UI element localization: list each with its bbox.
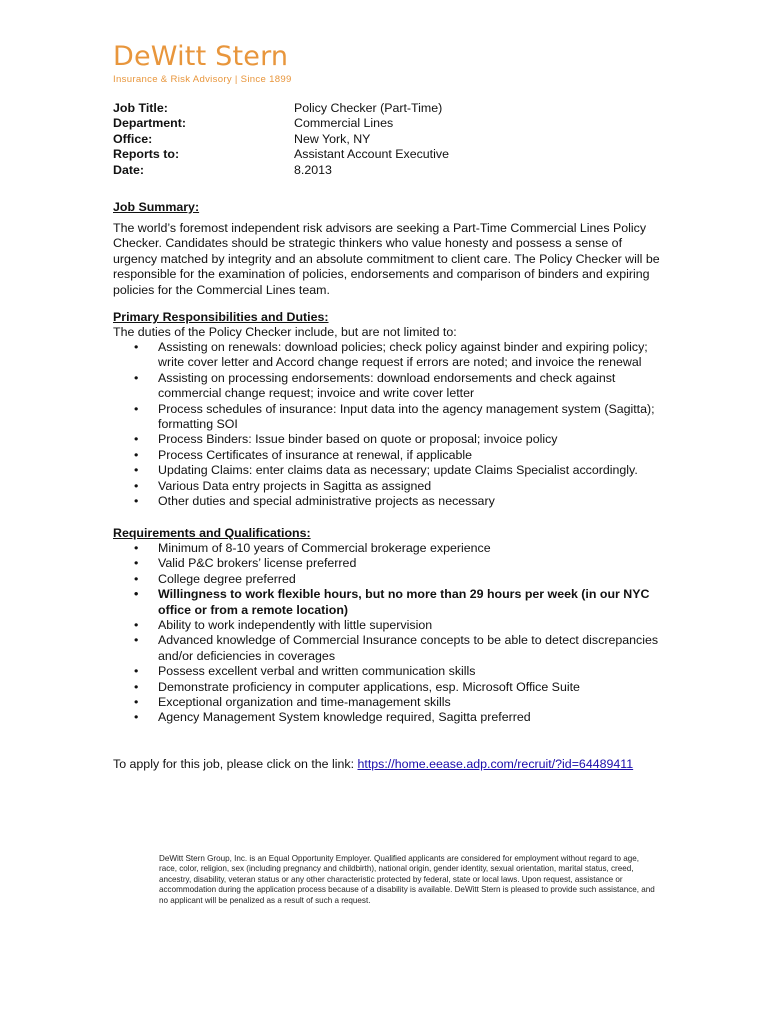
list-item: • Other duties and special administrative projects as necessary (134, 494, 495, 509)
logo-name: DeWitt Stern (113, 41, 289, 72)
job-summary-text: The world’s foremost independent risk advisors are seeking a Part-Time Commercial Lines Policy Checker. Candidates should be strategic thinkers who value honesty and possess a sense of urgency matched by integrity and an absolute commitment to client care. The Policy Checker will be responsible for the examination of policies, endorsements and comparison of binders and expiring policies for the Commercial Lines team. (113, 221, 660, 297)
list-item: • Updating Claims: enter claims data as necessary; update Claims Specialist accordingly. (134, 463, 638, 478)
list-item: • Assisting on renewals: download policies; check policy against binder and expiring policy; write cover letter and Accord change request if errors are noted; and invoice the renewal (134, 340, 648, 370)
meta-row-department (113, 116, 449, 131)
meta-label: Office: (113, 131, 153, 146)
meta-value: Assistant Account Executive (294, 147, 449, 162)
list-item: • Agency Management System knowledge required, Sagitta preferred (134, 710, 531, 725)
duties-title: Primary Responsibilities and Duties: (113, 310, 329, 324)
list-item: • Assisting on processing endorsements: download endorsements and check against commercial change request; invoice and write cover letter (134, 370, 616, 401)
meta-value: Commercial Lines (294, 116, 394, 131)
apply-line (113, 757, 633, 771)
list-item: • Demonstrate proficiency in computer applications, esp. Microsoft Office Suite (134, 679, 580, 694)
eeo-statement: DeWitt Stern Group, Inc. is an Equal Opportunity Employer. Qualified applicants are considered for employment without regard to age, race, color, religion, sex (including pregnancy and childbirth), national origin, gender identity, sexual orientation, marital status, creed, ancestry, disability, veteran status or any other characteristic protected by federal, state or local laws. Upon request, assistance or accommodation during the application process because of a disability is available. DeWitt Stern is pleased to provide such assistance, and no applicant will be penalized as a result of such a request. (159, 854, 655, 905)
requirements-title: Requirements and Qualifications: (113, 526, 311, 540)
meta-row-date (113, 163, 449, 178)
meta-label: Date: (113, 162, 144, 177)
list-item: • Possess excellent verbal and written communication skills (134, 664, 476, 679)
meta-label: Department: (113, 116, 186, 131)
list-item: • Advanced knowledge of Commercial Insurance concepts to be able to detect discrepancies and/or deficiencies in coverages (134, 633, 659, 663)
meta-value: New York, NY (294, 131, 371, 146)
meta-value: Policy Checker (Part-Time) (294, 101, 443, 115)
logo-tagline: Insurance & Risk Advisory | Since 1899 (113, 74, 292, 85)
list-item: • College degree preferred (134, 571, 296, 586)
meta-row-job-title (113, 101, 449, 116)
list-item: • Process Certificates of insurance at renewal, if applicable (134, 447, 473, 462)
meta-label: Reports to: (113, 147, 180, 162)
list-item: • Exceptional organization and time-management skills (134, 695, 451, 710)
list-item: • Process Binders: Issue binder based on quote or proposal; invoice policy (134, 432, 558, 447)
list-item: • Various Data entry projects in Sagitta as assigned (134, 478, 432, 493)
duties-intro: The duties of the Policy Checker include, but are not limited to: (113, 325, 457, 339)
meta-label: Job Title: (113, 101, 168, 115)
meta-row-office (113, 132, 449, 147)
meta-value: 8.2013 (294, 162, 332, 177)
apply-link[interactable]: https://home.eease.adp.com/recruit/?id=64489411 (357, 757, 634, 771)
list-item: • Minimum of 8-10 years of Commercial brokerage experience (134, 541, 491, 555)
list-item: • Ability to work independently with little supervision (134, 618, 433, 633)
job-meta (113, 101, 449, 178)
company-logo (113, 42, 292, 85)
list-item: • Process schedules of insurance: Input data into the agency management system (Sagitta); formatting SOI (134, 401, 655, 432)
requirements-list (113, 541, 673, 726)
meta-row-reports-to (113, 147, 449, 162)
apply-text: To apply for this job, please click on the link: (113, 757, 358, 771)
duties-list (113, 340, 673, 509)
list-item: • Willingness to work flexible hours, but no more than 29 hours per week (in our NYC office or from a remote location) (134, 587, 650, 617)
list-item: • Valid P&C brokers’ license preferred (134, 556, 357, 571)
job-summary-title: Job Summary: (113, 200, 200, 214)
